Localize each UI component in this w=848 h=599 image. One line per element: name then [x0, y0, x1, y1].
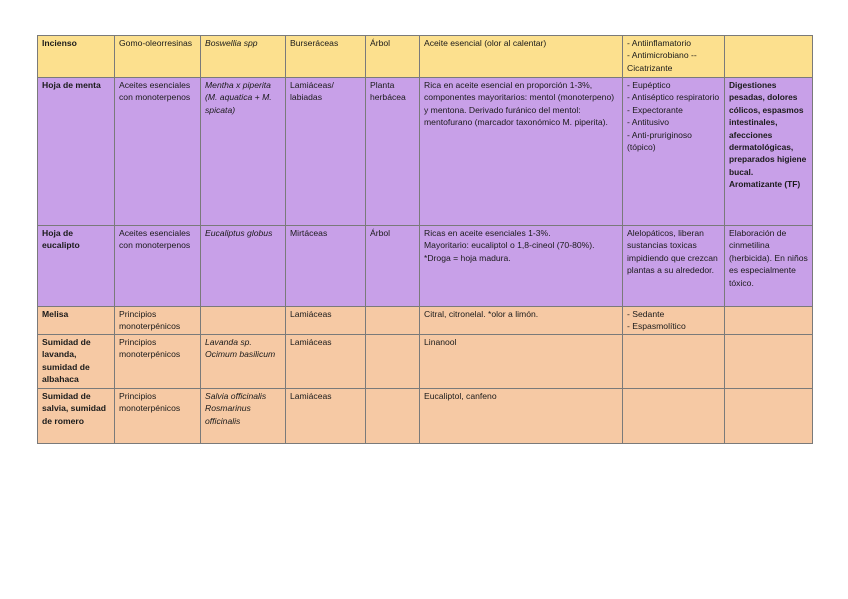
- properties: [623, 335, 725, 389]
- family: Mirtáceas: [286, 226, 366, 307]
- uses: [725, 389, 813, 444]
- table-row: [38, 78, 813, 226]
- properties: - Eupéptico - Antiséptico respiratorio - Expectorante - Antitusivo - Anti-pruriginoso (tópico): [623, 78, 725, 226]
- drug-name: Incienso: [38, 36, 115, 78]
- plant-table: [37, 35, 813, 444]
- active-principle: Principios monoterpénicos: [115, 307, 201, 335]
- uses: [725, 36, 813, 78]
- table-row: [38, 226, 813, 307]
- family: Burseráceas: [286, 36, 366, 78]
- active-principle: Gomo-oleorresinas: [115, 36, 201, 78]
- composition: Eucaliptol, canfeno: [420, 389, 623, 444]
- composition: Linanool: [420, 335, 623, 389]
- drug-name: Hoja de menta: [38, 78, 115, 226]
- plant-type: Planta herbácea: [366, 78, 420, 226]
- family: Lamiáceas: [286, 335, 366, 389]
- active-principle: Aceites esenciales con monoterpenos: [115, 78, 201, 226]
- composition: Citral, citronelal. *olor a limón.: [420, 307, 623, 335]
- table-row: [38, 36, 813, 78]
- plant-type: Árbol: [366, 36, 420, 78]
- properties: - Sedante - Espasmolítico: [623, 307, 725, 335]
- drug-name: Sumidad de lavanda, sumidad de albahaca: [38, 335, 115, 389]
- plant-type: [366, 307, 420, 335]
- drug-name: Sumidad de salvia, sumidad de romero: [38, 389, 115, 444]
- species: [201, 307, 286, 335]
- table-row: [38, 335, 813, 389]
- properties: [623, 389, 725, 444]
- plant-type: [366, 389, 420, 444]
- table-row: [38, 307, 813, 335]
- species: Eucaliptus globus: [201, 226, 286, 307]
- family: Lamiáceas: [286, 307, 366, 335]
- uses: [725, 307, 813, 335]
- drug-name: Hoja de eucalipto: [38, 226, 115, 307]
- active-principle: Principios monoterpénicos: [115, 389, 201, 444]
- species: Salvia officinalis Rosmarinus officinalis: [201, 389, 286, 444]
- species: Lavanda sp. Ocimum basilicum: [201, 335, 286, 389]
- table-row: [38, 389, 813, 444]
- species: Boswellia spp: [201, 36, 286, 78]
- family: Lamiáceas: [286, 389, 366, 444]
- active-principle: Principios monoterpénicos: [115, 335, 201, 389]
- properties: - Antiinflamatorio - Antimicrobiano -- Cicatrizante: [623, 36, 725, 78]
- uses: Digestiones pesadas, dolores cólicos, espasmos intestinales, afecciones dermatológicas, preparados higiene bucal. Aromatizante (TF): [725, 78, 813, 226]
- composition: Aceite esencial (olor al calentar): [420, 36, 623, 78]
- active-principle: Aceites esenciales con monoterpenos: [115, 226, 201, 307]
- uses: Elaboración de cinmetilina (herbicida). En niños es especialmente tóxico.: [725, 226, 813, 307]
- drug-name: Melisa: [38, 307, 115, 335]
- plant-type: [366, 335, 420, 389]
- composition: Ricas en aceite esenciales 1-3%. Mayoritario: eucaliptol o 1,8-cineol (70-80%). *Droga = hoja madura.: [420, 226, 623, 307]
- properties: Alelopáticos, liberan sustancias toxicas impidiendo que crezcan plantas a su alrededor.: [623, 226, 725, 307]
- composition: Rica en aceite esencial en proporción 1-3%, componentes mayoritarios: mentol (monoterpeno) y mentona. Derivado furánico del mentol: mentofurano (marcador taxonómico M. piperita).: [420, 78, 623, 226]
- plant-type: Árbol: [366, 226, 420, 307]
- uses: [725, 335, 813, 389]
- family: Lamiáceas/ labiadas: [286, 78, 366, 226]
- species: Mentha x piperita (M. aquatica + M. spicata): [201, 78, 286, 226]
